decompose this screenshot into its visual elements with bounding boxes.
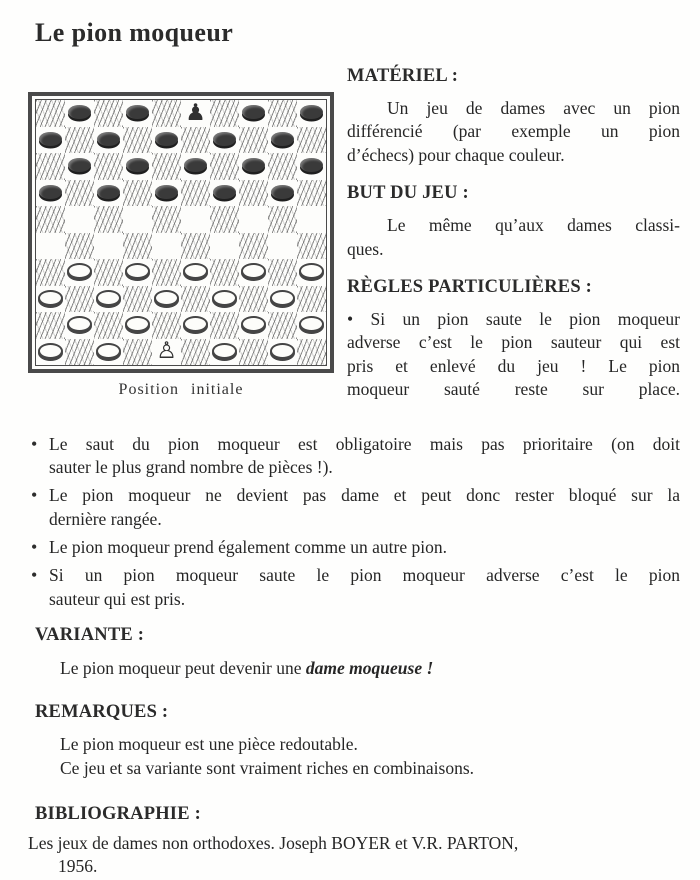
board-square (239, 153, 268, 180)
board-square (268, 127, 297, 154)
board-square (181, 206, 210, 233)
board-square (65, 180, 94, 207)
board-square (152, 312, 181, 339)
board-square (181, 286, 210, 313)
section-heading: RÈGLES PARTICULIÈRES : (347, 276, 592, 297)
bibliographie-line: 1956. (58, 856, 98, 877)
bullet-text (49, 484, 680, 531)
white-piece (96, 343, 121, 359)
board-square (65, 100, 94, 127)
board-square (152, 233, 181, 260)
board-square (36, 339, 65, 366)
board-square (239, 259, 268, 286)
black-piece (271, 132, 294, 146)
board-square (65, 339, 94, 366)
bullet-dot: • (31, 433, 38, 454)
text-line: • Si un pion saute le pion moqueur (347, 308, 680, 329)
text-line: Le même qu’aux dames classi- (387, 215, 680, 236)
variante-text-emphasis: dame moqueuse ! (305, 658, 434, 679)
top-section (28, 66, 680, 418)
white-piece (183, 263, 208, 279)
bibliographie-line: Les jeux de dames non orthodoxes. Joseph BOYER et V.R. PARTON, (28, 832, 519, 853)
bullet-item (31, 564, 680, 611)
board-square (210, 233, 239, 260)
board-square (268, 180, 297, 207)
board-square (36, 206, 65, 233)
board-square (123, 233, 152, 260)
black-piece (213, 185, 236, 199)
board-square (268, 312, 297, 339)
black-piece (155, 185, 178, 199)
black-piece (184, 158, 207, 172)
variante-heading: VARIANTE : (35, 625, 145, 646)
board-square (297, 312, 326, 339)
white-piece (212, 290, 237, 306)
board-square (123, 339, 152, 366)
black-piece (126, 158, 149, 172)
board-square (65, 312, 94, 339)
board-square (123, 312, 152, 339)
board-square (181, 339, 210, 366)
bullet-text (49, 564, 680, 611)
board-square (65, 233, 94, 260)
black-piece (39, 185, 62, 199)
variante-text-prefix: Le pion moqueur peut devenir une (60, 658, 306, 679)
board-square (297, 180, 326, 207)
bullet-text (49, 536, 680, 559)
section-paragraph (347, 308, 680, 402)
board-square (65, 127, 94, 154)
board-square (181, 312, 210, 339)
text-line: Le saut du pion moqueur est obligatoire mais pas prioritaire (on doit (49, 433, 680, 454)
board-square (210, 312, 239, 339)
board-square (268, 286, 297, 313)
white-piece (299, 316, 324, 332)
black-piece (126, 105, 149, 119)
board-square (239, 233, 268, 260)
board-square (94, 286, 123, 313)
black-piece (68, 158, 91, 172)
text-line: sauteur qui est pris. (49, 588, 186, 609)
board-square (181, 127, 210, 154)
white-piece (212, 343, 237, 359)
board-square (65, 153, 94, 180)
bullet-dot: • (31, 537, 38, 558)
board-square (123, 180, 152, 207)
board-square (94, 100, 123, 127)
board-square (297, 127, 326, 154)
board-square (268, 153, 297, 180)
board-square (210, 180, 239, 207)
board-caption: Position initiale (118, 381, 244, 398)
board-square (181, 259, 210, 286)
white-piece (270, 343, 295, 359)
board-square (268, 100, 297, 127)
board-square (297, 206, 326, 233)
text-line: Un jeu de dames avec un pion (387, 98, 680, 118)
board-square (123, 206, 152, 233)
white-piece (154, 290, 179, 306)
bibliographie-heading: BIBLIOGRAPHIE : (35, 803, 201, 824)
text-line: adverse c’est le pion sauteur qui est (347, 332, 680, 353)
board-square (239, 206, 268, 233)
text-line: d’échecs) pour chaque couleur. (347, 144, 565, 165)
board-square (210, 127, 239, 154)
black-piece (68, 105, 91, 119)
black-piece (97, 185, 120, 199)
board-square (65, 259, 94, 286)
board-square (36, 286, 65, 313)
black-piece (213, 132, 236, 146)
board-square (268, 339, 297, 366)
remarques-heading: REMARQUES : (35, 701, 169, 722)
board-square (94, 206, 123, 233)
remarques-text (28, 732, 680, 781)
board-square (239, 100, 268, 127)
white-piece (96, 290, 121, 306)
section-heading: MATÉRIEL : (347, 66, 459, 86)
section-variante (28, 625, 680, 680)
board-square (297, 339, 326, 366)
section-heading: BUT DU JEU : (347, 183, 469, 204)
board-square (94, 259, 123, 286)
board-grid (35, 99, 327, 366)
text-line: Si un pion moqueur saute le pion moqueur adverse c’est le pion (49, 565, 680, 586)
board-square (123, 100, 152, 127)
black-piece (155, 132, 178, 146)
text-line: Le pion moqueur prend également comme un autre pion. (49, 537, 447, 558)
white-piece (270, 290, 295, 306)
board-square (94, 312, 123, 339)
board-square (36, 180, 65, 207)
variante-text (28, 657, 680, 680)
text-line: sauter le plus grand nombre de pièces !). (49, 456, 333, 477)
board-square (239, 286, 268, 313)
bullet-item (31, 484, 680, 531)
board-square (210, 339, 239, 366)
checkers-board (28, 92, 334, 373)
board-square (210, 286, 239, 313)
board-square (152, 180, 181, 207)
black-piece (300, 158, 323, 172)
board-square (297, 259, 326, 286)
black-piece (242, 158, 265, 172)
board-square (65, 206, 94, 233)
white-piece (125, 316, 150, 332)
board-square (268, 259, 297, 286)
section-remarques (28, 702, 680, 781)
board-square (36, 233, 65, 260)
board-square (94, 153, 123, 180)
board-square (297, 233, 326, 260)
board-square (152, 286, 181, 313)
board-square (210, 153, 239, 180)
board-square (210, 259, 239, 286)
black-piece (271, 185, 294, 199)
black-piece (242, 105, 265, 119)
board-square (94, 233, 123, 260)
board-square (297, 153, 326, 180)
white-piece (38, 343, 63, 359)
board-square (297, 286, 326, 313)
page-title: Le pion moqueur (35, 18, 234, 47)
white-piece (241, 263, 266, 279)
black-piece (97, 132, 120, 146)
black-piece (300, 105, 323, 119)
board-square (152, 339, 181, 366)
board-square (123, 127, 152, 154)
board-square (181, 153, 210, 180)
board-square (123, 259, 152, 286)
white-piece (183, 316, 208, 332)
board-square (152, 100, 181, 127)
board-figure (28, 92, 334, 399)
board-square (65, 286, 94, 313)
black-piece (39, 132, 62, 146)
rules-bullet-list (28, 433, 680, 612)
board-square (36, 312, 65, 339)
board-square (268, 206, 297, 233)
remarques-line: Ce jeu et sa variante sont vraiment riches en combinaisons. (60, 758, 475, 779)
text-line: moqueur sauté reste sur place. (347, 379, 680, 400)
board-square (123, 286, 152, 313)
section-bibliographie (28, 804, 680, 879)
board-square (36, 259, 65, 286)
board-square (152, 259, 181, 286)
board-square (239, 127, 268, 154)
text-line: différencié (par exemple un pion (347, 121, 680, 142)
text-line: ques. (347, 238, 384, 259)
bullet-item (31, 433, 680, 480)
right-column (347, 66, 680, 418)
white-piece (299, 263, 324, 279)
board-square (152, 127, 181, 154)
white-moqueur-pawn-icon: ♙ (156, 338, 177, 365)
white-piece (67, 316, 92, 332)
white-piece (241, 316, 266, 332)
text-line: pris et enlevé du jeu ! Le pion (347, 355, 680, 376)
board-square (297, 100, 326, 127)
section-paragraph (347, 214, 680, 261)
board-square (94, 127, 123, 154)
board-square (239, 312, 268, 339)
board-square (239, 339, 268, 366)
board-square (181, 100, 210, 127)
white-piece (67, 263, 92, 279)
bullet-dot: • (31, 485, 38, 506)
white-piece (125, 263, 150, 279)
board-square (123, 153, 152, 180)
board-square (36, 100, 65, 127)
board-square (181, 180, 210, 207)
board-square (268, 233, 297, 260)
black-moqueur-pawn-icon: ♟ (185, 99, 206, 126)
text-line: Le pion moqueur ne devient pas dame et peut donc rester bloqué sur la (49, 485, 680, 506)
bullet-item (31, 536, 680, 559)
remarques-line: Le pion moqueur est une pièce redoutable. (60, 733, 358, 754)
board-square (152, 206, 181, 233)
bibliographie-entry (28, 832, 680, 879)
white-piece (38, 290, 63, 306)
board-square (210, 100, 239, 127)
board-square (210, 206, 239, 233)
section-paragraph (347, 97, 680, 167)
board-square (36, 153, 65, 180)
board-square (36, 127, 65, 154)
board-square (94, 339, 123, 366)
board-square (239, 180, 268, 207)
board-square (94, 180, 123, 207)
board-square (152, 153, 181, 180)
bullet-dot: • (31, 565, 38, 586)
bullet-text (49, 433, 680, 480)
text-line: dernière rangée. (49, 508, 162, 529)
board-square (181, 233, 210, 260)
